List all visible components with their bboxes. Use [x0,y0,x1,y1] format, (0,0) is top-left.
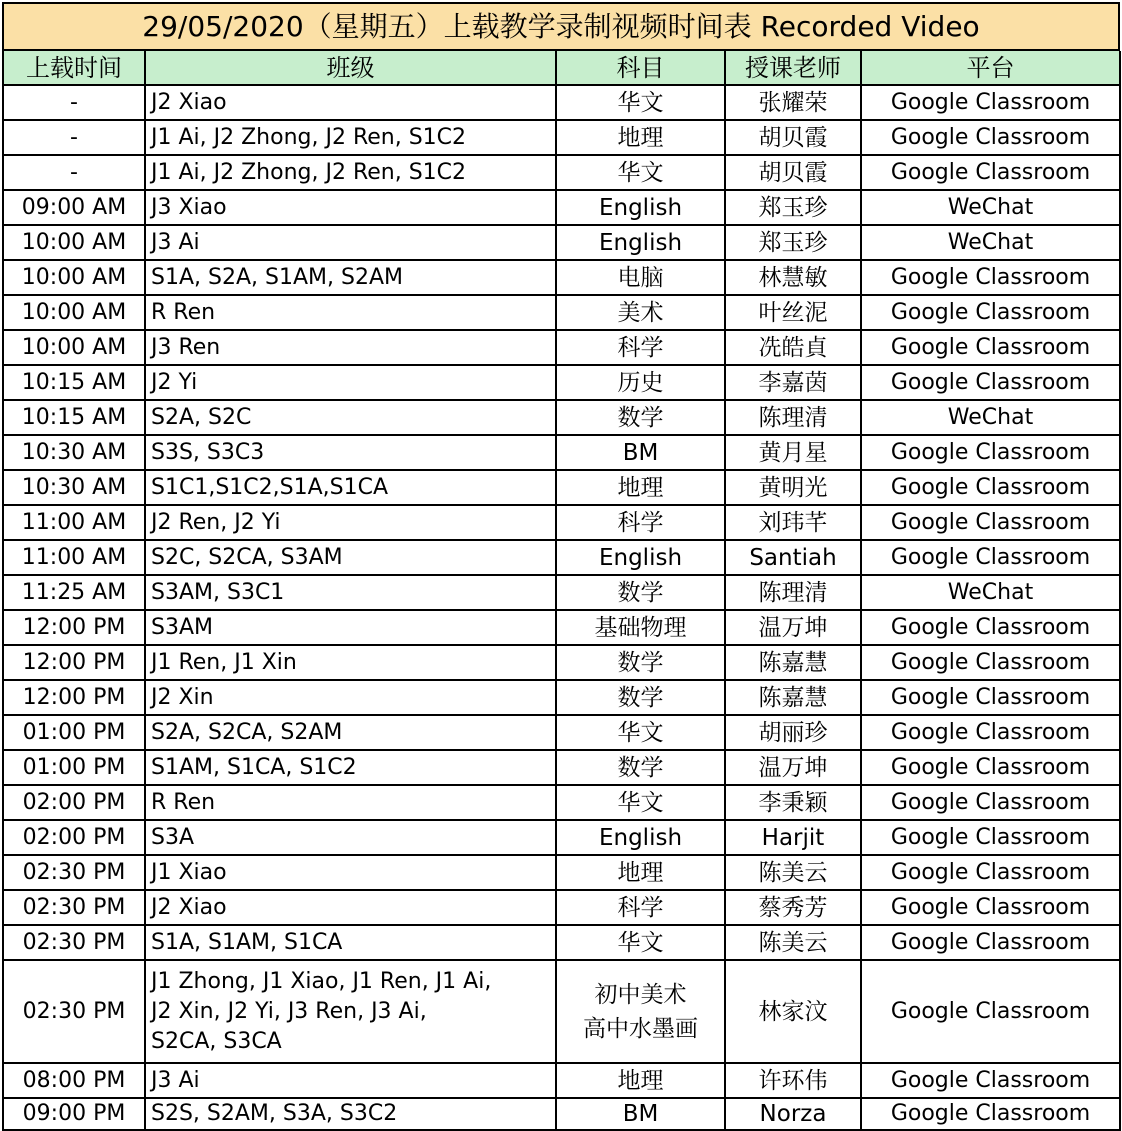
table-row [4,505,1120,540]
subject-cell: 数学 [556,400,725,435]
class-cell: S3AM, S3C1 [145,575,556,610]
class-cell: S2S, S2AM, S3A, S3C2 [145,1098,556,1130]
teacher-cell: 胡贝霞 [725,120,861,155]
platform-cell: Google Classroom [861,470,1120,505]
subject-cell: 数学 [556,575,725,610]
teacher-cell: 陈理清 [725,400,861,435]
class-cell: J2 Xiao [145,890,556,925]
platform-cell: Google Classroom [861,85,1120,120]
header-subject: 科目 [556,51,725,85]
table-row [4,925,1120,960]
teacher-cell: 李秉颖 [725,785,861,820]
table-row [4,750,1120,785]
upload-time-cell: - [4,85,145,120]
class-cell: J1 Ai, J2 Zhong, J2 Ren, S1C2 [145,120,556,155]
subject-cell: 华文 [556,85,725,120]
class-cell: J3 Ai [145,225,556,260]
upload-time-cell: 10:30 AM [4,470,145,505]
table-row [4,960,1120,1063]
subject-cell: 地理 [556,120,725,155]
subject-cell: 数学 [556,680,725,715]
table-row [4,470,1120,505]
upload-time-cell: 02:00 PM [4,785,145,820]
table-row [4,330,1120,365]
upload-time-cell: 01:00 PM [4,750,145,785]
table-row [4,120,1120,155]
class-cell: J1 Ren, J1 Xin [145,645,556,680]
table-row [4,575,1120,610]
teacher-cell: Santiah [725,540,861,575]
class-line: J2 Xin, J2 Yi, J3 Ren, J3 Ai, [151,998,427,1024]
upload-time-cell: 10:30 AM [4,435,145,470]
subject-cell: English [556,225,725,260]
upload-time-cell: 02:30 PM [4,925,145,960]
class-cell: S1A, S2A, S1AM, S2AM [145,260,556,295]
upload-time-cell: 02:00 PM [4,820,145,855]
class-cell: J2 Ren, J2 Yi [145,505,556,540]
table-row [4,715,1120,750]
header-time: 上载时间 [4,51,145,85]
platform-cell: Google Classroom [861,260,1120,295]
subject-cell: 科学 [556,890,725,925]
platform-cell: Google Classroom [861,715,1120,750]
class-cell: S3S, S3C3 [145,435,556,470]
table-row [4,190,1120,225]
upload-time-cell: 10:00 AM [4,330,145,365]
platform-cell: Google Classroom [861,855,1120,890]
class-cell: S1A, S1AM, S1CA [145,925,556,960]
subject-cell: 科学 [556,330,725,365]
upload-time-cell: 08:00 PM [4,1063,145,1098]
class-cell: J3 Xiao [145,190,556,225]
table-row [4,1098,1120,1130]
platform-cell: Google Classroom [861,680,1120,715]
class-cell: J2 Xin [145,680,556,715]
class-cell [145,960,556,1063]
table-row [4,295,1120,330]
upload-time-cell: 10:15 AM [4,400,145,435]
table-row [4,540,1120,575]
upload-time-cell: 11:00 AM [4,505,145,540]
subject-cell: 华文 [556,785,725,820]
teacher-cell: 陈嘉慧 [725,680,861,715]
upload-time-cell: 01:00 PM [4,715,145,750]
teacher-cell: 胡丽珍 [725,715,861,750]
table-row [4,225,1120,260]
class-cell: S3AM [145,610,556,645]
teacher-cell: Norza [725,1098,861,1130]
upload-time-cell: 12:00 PM [4,645,145,680]
class-line: J1 Zhong, J1 Xiao, J1 Ren, J1 Ai, [151,968,492,994]
schedule-title: 29/05/2020（星期五）上载教学录制视频时间表 Recorded Video [4,4,1120,51]
teacher-cell: 郑玉珍 [725,190,861,225]
table-row [4,1063,1120,1098]
upload-time-cell: 09:00 AM [4,190,145,225]
platform-cell: Google Classroom [861,295,1120,330]
upload-time-cell: 10:15 AM [4,365,145,400]
class-cell: J1 Xiao [145,855,556,890]
teacher-cell: 刘玮芊 [725,505,861,540]
schedule-sheet [2,2,1120,1131]
class-line: S2CA, S3CA [151,1028,282,1054]
teacher-cell: 陈嘉慧 [725,645,861,680]
table-row [4,680,1120,715]
subject-cell [556,960,725,1063]
class-cell: J1 Ai, J2 Zhong, J2 Ren, S1C2 [145,155,556,190]
teacher-cell: 蔡秀芳 [725,890,861,925]
subject-cell: 基础物理 [556,610,725,645]
platform-cell: Google Classroom [861,435,1120,470]
subject-line: 初中美术 [594,981,687,1008]
subject-cell: 数学 [556,645,725,680]
class-cell: S1C1,S1C2,S1A,S1CA [145,470,556,505]
class-cell: S1AM, S1CA, S1C2 [145,750,556,785]
subject-cell: BM [556,1098,725,1130]
upload-time-cell: 11:25 AM [4,575,145,610]
table-row [4,645,1120,680]
teacher-cell: 林慧敏 [725,260,861,295]
schedule-body [4,85,1120,960]
subject-cell: 地理 [556,470,725,505]
table-row [4,400,1120,435]
table-row [4,890,1120,925]
subject-line: 高中水墨画 [583,1015,698,1042]
subject-cell: 历史 [556,365,725,400]
platform-cell: Google Classroom [861,365,1120,400]
platform-cell: WeChat [861,225,1120,260]
platform-cell: Google Classroom [861,540,1120,575]
teacher-cell: 郑玉珍 [725,225,861,260]
subject-cell: 科学 [556,505,725,540]
subject-cell: 美术 [556,295,725,330]
subject-cell: 华文 [556,155,725,190]
platform-cell: Google Classroom [861,925,1120,960]
platform-cell: Google Classroom [861,750,1120,785]
class-cell: S2A, S2CA, S2AM [145,715,556,750]
teacher-cell: 黄明光 [725,470,861,505]
platform-cell: Google Classroom [861,1063,1120,1098]
header-class: 班级 [145,51,556,85]
platform-cell: WeChat [861,575,1120,610]
upload-time-cell: 09:00 PM [4,1098,145,1130]
upload-time-cell: 12:00 PM [4,680,145,715]
platform-cell: Google Classroom [861,785,1120,820]
upload-time-cell: - [4,155,145,190]
table-row [4,85,1120,120]
platform-cell: WeChat [861,400,1120,435]
header-platform: 平台 [861,51,1120,85]
teacher-cell: 林家汶 [725,960,861,1063]
upload-time-cell: 10:00 AM [4,295,145,330]
teacher-cell: 黄月星 [725,435,861,470]
schedule-table [4,51,1121,1131]
class-cell: S3A [145,820,556,855]
subject-cell: BM [556,435,725,470]
teacher-cell: 温万坤 [725,750,861,785]
table-row [4,155,1120,190]
teacher-cell: 李嘉茵 [725,365,861,400]
upload-time-cell: 11:00 AM [4,540,145,575]
class-cell: J2 Yi [145,365,556,400]
subject-cell: English [556,190,725,225]
teacher-cell: 张耀荣 [725,85,861,120]
table-row [4,365,1120,400]
subject-cell: 地理 [556,1063,725,1098]
platform-cell: Google Classroom [861,960,1120,1063]
platform-cell: WeChat [861,190,1120,225]
platform-cell: Google Classroom [861,120,1120,155]
table-row [4,610,1120,645]
platform-cell: Google Classroom [861,330,1120,365]
class-cell: R Ren [145,295,556,330]
teacher-cell: Harjit [725,820,861,855]
upload-time-cell: - [4,120,145,155]
class-cell: R Ren [145,785,556,820]
table-row [4,820,1120,855]
table-row [4,855,1120,890]
class-cell: J3 Ren [145,330,556,365]
upload-time-cell: 02:30 PM [4,960,145,1063]
platform-cell: Google Classroom [861,820,1120,855]
platform-cell: Google Classroom [861,155,1120,190]
table-row [4,785,1120,820]
subject-cell: 电脑 [556,260,725,295]
platform-cell: Google Classroom [861,610,1120,645]
teacher-cell: 冼皓貞 [725,330,861,365]
teacher-cell: 陈理清 [725,575,861,610]
teacher-cell: 陈美云 [725,925,861,960]
schedule-tail [4,960,1120,1130]
platform-cell: Google Classroom [861,890,1120,925]
platform-cell: Google Classroom [861,645,1120,680]
table-row [4,435,1120,470]
upload-time-cell: 10:00 AM [4,260,145,295]
subject-cell: English [556,820,725,855]
teacher-cell: 胡贝霞 [725,155,861,190]
class-cell: J2 Xiao [145,85,556,120]
subject-cell: English [556,540,725,575]
class-cell: S2A, S2C [145,400,556,435]
table-row [4,260,1120,295]
subject-cell: 华文 [556,715,725,750]
class-cell: J3 Ai [145,1063,556,1098]
upload-time-cell: 10:00 AM [4,225,145,260]
teacher-cell: 陈美云 [725,855,861,890]
header-row [4,51,1120,85]
subject-cell: 华文 [556,925,725,960]
header-teacher: 授课老师 [725,51,861,85]
upload-time-cell: 02:30 PM [4,855,145,890]
platform-cell: Google Classroom [861,505,1120,540]
teacher-cell: 许环伟 [725,1063,861,1098]
platform-cell: Google Classroom [861,1098,1120,1130]
class-cell: S2C, S2CA, S3AM [145,540,556,575]
subject-cell: 地理 [556,855,725,890]
teacher-cell: 温万坤 [725,610,861,645]
upload-time-cell: 12:00 PM [4,610,145,645]
teacher-cell: 叶丝泥 [725,295,861,330]
subject-cell: 数学 [556,750,725,785]
upload-time-cell: 02:30 PM [4,890,145,925]
